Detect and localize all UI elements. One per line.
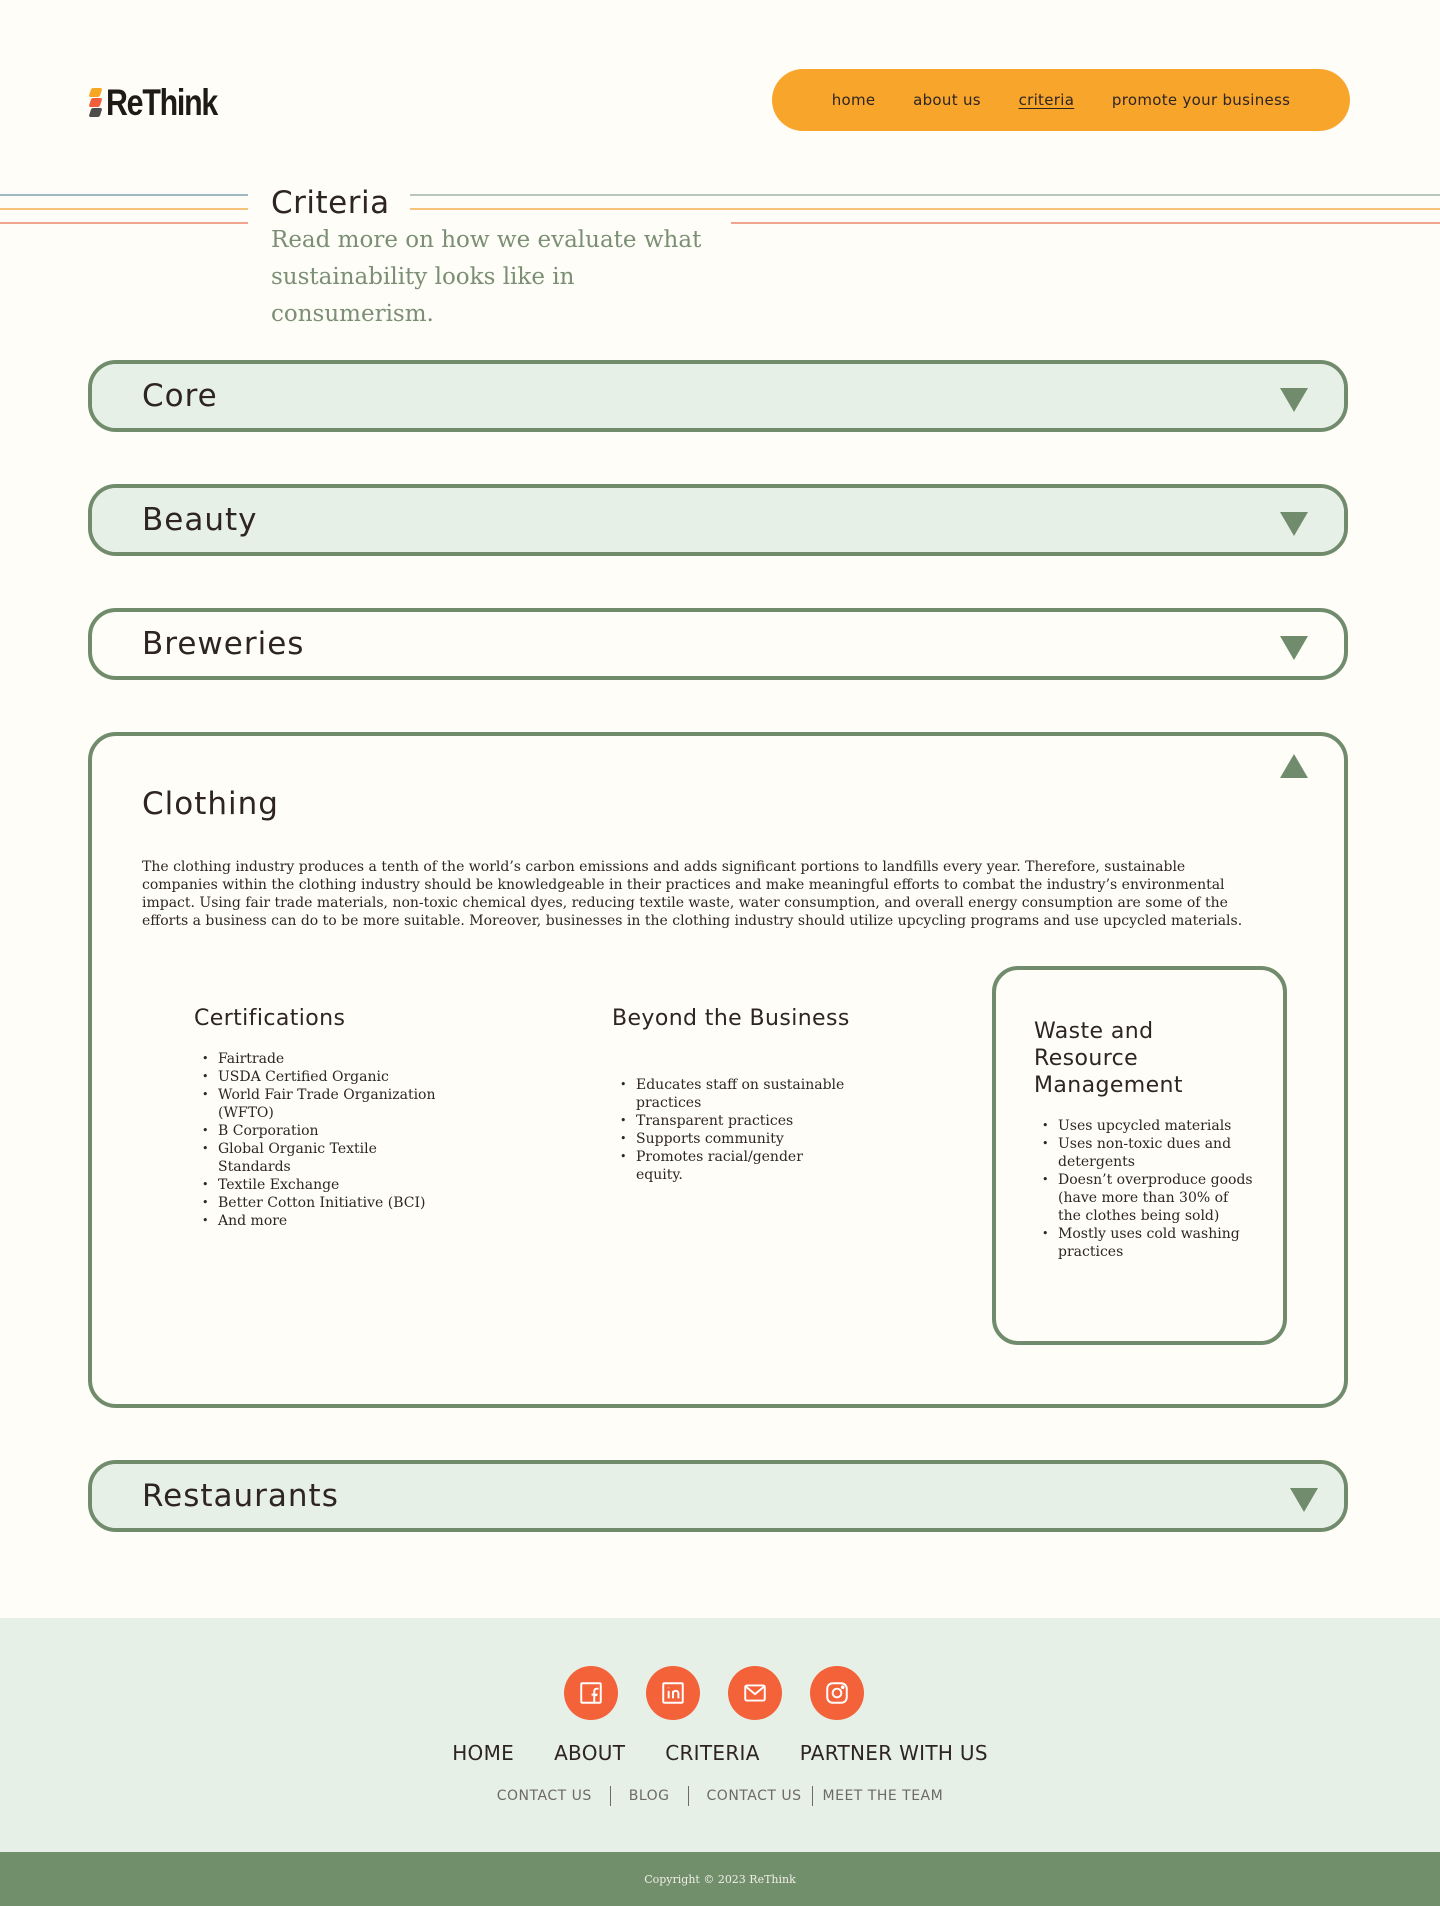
- collapse-arrow-icon[interactable]: [1280, 754, 1308, 778]
- footer-home-link[interactable]: HOME: [452, 1741, 515, 1765]
- waste-management-list: [1042, 1117, 1253, 1261]
- list-item: • Uses upcycled materials: [1042, 1117, 1253, 1135]
- nav-criteria-link[interactable]: criteria: [1018, 91, 1075, 109]
- footer-blog-link[interactable]: BLOG: [628, 1788, 670, 1804]
- list-item: • USDA Certified Organic: [202, 1068, 454, 1086]
- accordion-title: Breweries: [142, 626, 305, 662]
- linkedin-icon[interactable]: [646, 1666, 700, 1720]
- column-title: Waste and Resource Management: [1034, 1019, 1183, 1098]
- accordion-breweries[interactable]: [88, 608, 1348, 680]
- list-item: • Mostly uses cold washing practices: [1042, 1225, 1253, 1261]
- decorative-line: [0, 194, 248, 196]
- expand-arrow-icon[interactable]: [1280, 636, 1308, 660]
- accordion-title: Beauty: [142, 502, 258, 538]
- accordion-header[interactable]: [92, 612, 1344, 676]
- list-item: • World Fair Trade Organization (WFTO): [202, 1086, 454, 1122]
- site-header: [0, 0, 1440, 170]
- accordion-header[interactable]: [92, 736, 1344, 828]
- beyond-business-list: [620, 1076, 852, 1184]
- criteria-accordion: [0, 360, 1440, 1532]
- copyright-bar: [0, 1852, 1440, 1906]
- decorative-line: [410, 208, 1440, 210]
- list-item: • Doesn’t overproduce goods (have more than 30% of the clothes being sold): [1042, 1171, 1253, 1225]
- expand-arrow-icon[interactable]: [1280, 512, 1308, 536]
- footer-nav: [0, 1741, 1440, 1765]
- accordion-clothing: [88, 732, 1348, 1408]
- logo-mark-icon: [90, 88, 102, 118]
- nav-home-link[interactable]: home: [831, 91, 876, 109]
- logo[interactable]: [90, 82, 241, 124]
- accordion-header[interactable]: [92, 1464, 1344, 1528]
- accordion-header[interactable]: [92, 364, 1344, 428]
- footer-about-link[interactable]: ABOUT: [554, 1741, 626, 1765]
- beyond-business-column: [612, 1005, 852, 1184]
- instagram-icon[interactable]: [810, 1666, 864, 1720]
- waste-management-card: [992, 966, 1287, 1345]
- accordion-title: Core: [142, 378, 218, 414]
- decorative-line: [730, 222, 1440, 224]
- accordion-restaurants[interactable]: [88, 1460, 1348, 1532]
- copyright-text: Copyright © 2023 ReThink: [644, 1872, 796, 1886]
- list-item: • Supports community: [620, 1130, 852, 1148]
- footer-contact-link[interactable]: CONTACT US: [496, 1788, 592, 1804]
- social-links: [0, 1666, 1434, 1720]
- column-title: Beyond the Business: [612, 1006, 850, 1031]
- page-subtitle: Read more on how we evaluate what sustainability looks like in consumerism.: [271, 222, 731, 333]
- column-title: Certifications: [194, 1006, 346, 1031]
- list-item: • Transparent practices: [620, 1112, 852, 1130]
- decorative-line: [410, 194, 1440, 196]
- list-item: • Global Organic Textile Standards: [202, 1140, 454, 1176]
- list-item: • Promotes racial/gender equity.: [620, 1148, 852, 1184]
- accordion-beauty[interactable]: [88, 484, 1348, 556]
- decorative-line: [0, 222, 248, 224]
- list-item: • Educates staff on sustainable practices: [620, 1076, 852, 1112]
- mail-icon[interactable]: [728, 1666, 782, 1720]
- nav-about-link[interactable]: about us: [913, 91, 981, 109]
- facebook-icon[interactable]: [564, 1666, 618, 1720]
- accordion-title: Clothing: [142, 786, 279, 822]
- page-title: Criteria: [271, 185, 396, 221]
- list-item: • Better Cotton Initiative (BCI): [202, 1194, 454, 1212]
- expand-arrow-icon[interactable]: [1290, 1488, 1318, 1512]
- footer-contact-link-2[interactable]: CONTACT US: [706, 1788, 802, 1804]
- list-item: • And more: [202, 1212, 454, 1230]
- certifications-list: [202, 1050, 454, 1230]
- hero: [0, 170, 1440, 360]
- criteria-columns: [92, 940, 1344, 1330]
- section-description: The clothing industry produces a tenth of the world’s carbon emissions and adds significant portions to landfills every year. Therefore, sustainable companies within the clothing industry should be knowledgeable in their practices and make meaningful efforts to combat the industry’s environmental impact. Using fair trade materials, non-toxic chemical dyes, reducing textile waste, water consumption, and overall energy consumption are some of the efforts a business can do to be more suitable. Moreover, businesses in the clothing industry should utilize upcycling programs and use upcycled materials.: [142, 859, 1243, 929]
- logo-text: ReThink: [106, 82, 218, 123]
- site-footer: [0, 1618, 1440, 1852]
- list-item: • B Corporation: [202, 1122, 454, 1140]
- list-item: • Fairtrade: [202, 1050, 454, 1068]
- nav-promote-link[interactable]: promote your business: [1111, 91, 1291, 109]
- decorative-line: [0, 208, 248, 210]
- footer-sub-nav: [0, 1786, 1440, 1806]
- certifications-column: [194, 1005, 454, 1230]
- accordion-header[interactable]: [92, 488, 1344, 552]
- footer-criteria-link[interactable]: CRITERIA: [665, 1741, 760, 1765]
- list-item: • Uses non-toxic dues and detergents: [1042, 1135, 1253, 1171]
- expand-arrow-icon[interactable]: [1280, 388, 1308, 412]
- list-item: • Textile Exchange: [202, 1176, 454, 1194]
- main-nav: [772, 69, 1350, 131]
- accordion-title: Restaurants: [142, 1478, 339, 1514]
- accordion-core[interactable]: [88, 360, 1348, 432]
- footer-partner-link[interactable]: PARTNER WITH US: [799, 1741, 988, 1765]
- footer-team-link[interactable]: MEET THE TEAM: [822, 1788, 944, 1804]
